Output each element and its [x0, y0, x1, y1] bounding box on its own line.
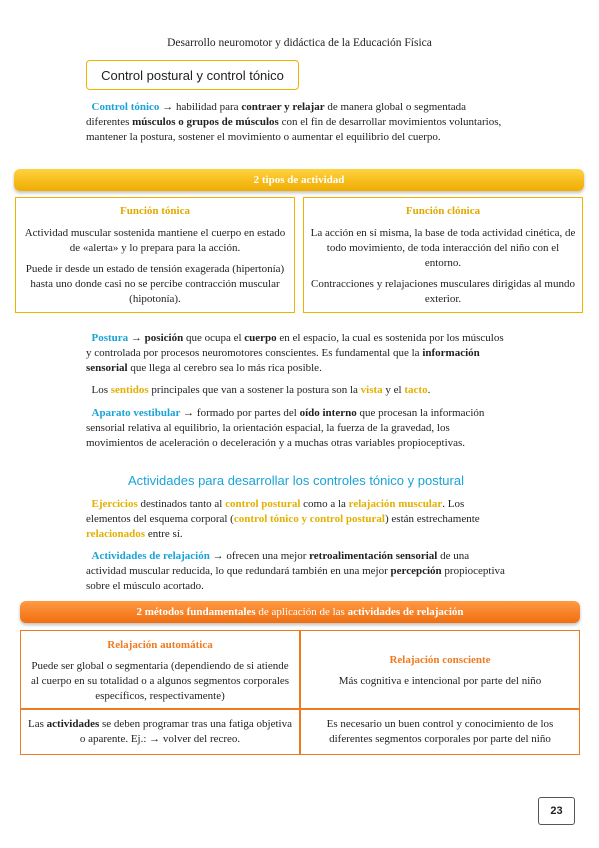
relajacion-consciente-note: Es necesario un buen control y conocimiento de los diferentes segmentos corporales por parte del niño [300, 709, 580, 755]
relajacion-automatica-title: Relajación automática [107, 639, 213, 651]
funcion-clonica-text-1: La acción en sí misma, la base de toda actividad cinética, de todo movimiento, de toda interacción del niño con el entorno. [310, 227, 576, 269]
funcion-clonica-card [303, 197, 583, 313]
relajacion-consciente-title: Relajación consciente [389, 653, 491, 666]
control-tonico-paragraph: Control tónico → habilidad para contraer y relajar de manera global o segmentada diferentes músculos o grupos de músculos con el fin de desarrollar movimientos voluntarios, mantener la postura, sostener el movimiento o aumentar el equilibrio del cuerpo. [86, 101, 502, 144]
relajacion-automatica-text: Puede ser global o segmentaria (dependiendo de si atiende al cuerpo en su totalidad o a algunos segmentos corporales específicos, respectivamente) [30, 660, 290, 702]
relajacion-paragraph: Actividades de relajación → ofrecen una mejor retroalimentación sensorial de una actividad muscular reducida, lo que redundará también en una mejor percepción propioceptiva sobre el músculo acortado. [86, 550, 505, 593]
term-control-tonico: Control tónico [91, 101, 160, 113]
page-number: 23 [538, 797, 575, 825]
ejercicios-paragraph: Ejercicios destinados tanto al control postural como a la relajación muscular. Los elementos del esquema corporal (control tónico y control postural) están estrechamente relacionados entre sí. [86, 498, 480, 541]
funcion-tonica-title: Función tónica [120, 205, 190, 217]
funcion-tonica-text-2: Puede ir desde un estado de tensión exagerada (hipertonía) hasta uno donde casi no se percibe contracción muscular (hipotonía). [25, 263, 285, 305]
relaxation-methods-banner: 2 métodos fundamentales de aplicación de las actividades de relajación [20, 601, 580, 623]
funcion-clonica-title: Función clónica [405, 205, 481, 217]
term-postura: Postura [91, 332, 129, 344]
vestibular-paragraph: Aparato vestibular → formado por partes del oído interno que procesan la información sensorial relativa al equilibrio, la orientación espacial, la fuerza de la gravedad, los movimientos de aceleración o deceleración y a muchas otras variables propioceptivas. [86, 407, 485, 450]
relajacion-automatica-card [20, 630, 300, 709]
activities-section-title: Actividades para desarrollar los controles tónico y postural [127, 473, 464, 488]
term-aparato-vestibular: Aparato vestibular [91, 407, 181, 419]
term-actividades-relajacion: Actividades de relajación [91, 550, 210, 562]
page-header: Desarrollo neuromotor y didáctica de la Educación Física [167, 37, 432, 49]
activity-types-banner: 2 tipos de actividad [14, 169, 584, 191]
funcion-clonica-text-2: Contracciones y relajaciones musculares dirigidas al mundo exterior. [311, 278, 575, 305]
postura-paragraph: Postura → posición que ocupa el cuerpo en el espacio, la cual es sostenida por los músculos y controlada por procesos neuromotores conscientes. Es fundamental que la información sensorial que llega al cerebro sea lo más rica posible. [86, 332, 504, 375]
funcion-tonica-text-1: Actividad muscular sostenida mantiene el cuerpo en estado de «alerta» y lo prepara para la acción. [24, 227, 286, 254]
funcion-tonica-card [15, 197, 295, 313]
sentidos-paragraph: Los sentidos principales que van a sostener la postura son la vista y el tacto. [91, 384, 431, 396]
relajacion-consciente-card [300, 630, 580, 709]
relajacion-automatica-note: Las actividades se deben programar tras una fatiga objetiva o aparente. Ej.: → volver del recreo. [20, 709, 300, 755]
relajacion-consciente-text: Más cognitiva e intencional por parte del niño [338, 674, 542, 687]
topic-title: Control postural y control tónico [86, 60, 299, 90]
